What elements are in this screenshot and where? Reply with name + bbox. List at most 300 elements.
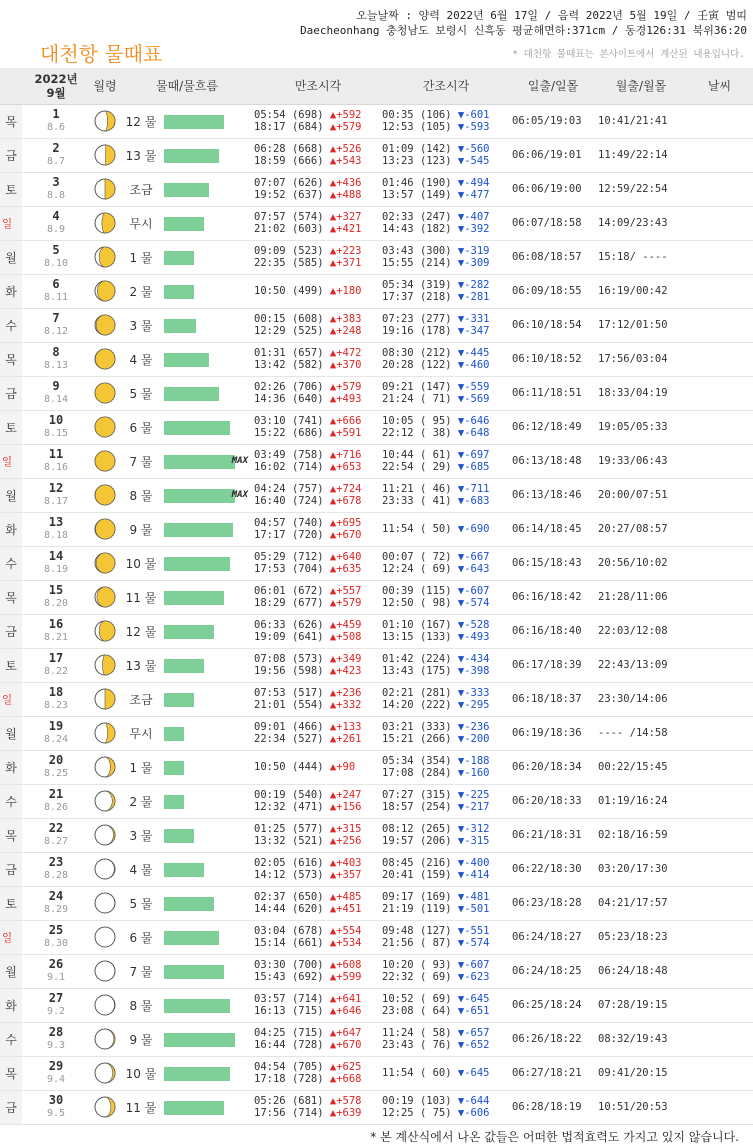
moonrise-moonset: 17:56/03:04 bbox=[596, 342, 686, 376]
weather-cell bbox=[686, 954, 753, 988]
weather-cell bbox=[686, 308, 753, 342]
flow-bar bbox=[164, 387, 219, 401]
header-moon: 월령 bbox=[90, 68, 120, 104]
low-tide-2: 17:08 (284) bbox=[382, 767, 458, 779]
high-tide-2-diff: ▲+670 bbox=[329, 529, 362, 541]
lunar-date: 8.12 bbox=[43, 326, 69, 337]
tide-name: 1 물 bbox=[120, 240, 162, 274]
low-tide-2: 13:15 (133) bbox=[382, 631, 458, 643]
flow-bar bbox=[164, 1033, 235, 1047]
tide-name: 조금 bbox=[120, 172, 162, 206]
low-tide-2: 12:24 ( 69) bbox=[382, 563, 458, 575]
high-tide-1-diff: ▲+716 bbox=[329, 449, 362, 461]
high-tide-1: 05:29 (712) bbox=[254, 551, 330, 563]
day-of-week: 화 bbox=[0, 750, 22, 784]
high-tide-2-diff: ▲+534 bbox=[329, 937, 362, 949]
moonrise-moonset: 09:41/20:15 bbox=[596, 1056, 686, 1090]
tide-table bbox=[0, 68, 753, 1125]
weather-cell bbox=[686, 648, 753, 682]
moonrise-moonset: 07:28/19:15 bbox=[596, 988, 686, 1022]
flow-bar bbox=[164, 829, 194, 843]
sunrise-sunset: 06:24/18:27 bbox=[510, 920, 596, 954]
high-tide-2-diff: ▲+371 bbox=[329, 257, 362, 269]
moon-cell bbox=[90, 478, 120, 512]
low-tide-1-diff: ▼-445 bbox=[457, 347, 490, 359]
moon-cell bbox=[90, 1090, 120, 1124]
sunrise-sunset: 06:11/18:51 bbox=[510, 376, 596, 410]
lunar-date: 9.1 bbox=[46, 972, 66, 983]
day-number: 7 bbox=[52, 311, 60, 325]
date-cell bbox=[22, 104, 90, 138]
table-row bbox=[0, 682, 753, 716]
tide-name: 5 물 bbox=[120, 376, 162, 410]
moon-phase-icon bbox=[93, 551, 117, 575]
moonrise-moonset: 20:27/08:57 bbox=[596, 512, 686, 546]
low-tide-1: 11:54 ( 60) bbox=[382, 1067, 458, 1079]
table-row bbox=[0, 954, 753, 988]
low-tide-2: 23:43 ( 76) bbox=[382, 1039, 458, 1051]
moon-phase-icon bbox=[93, 1061, 117, 1085]
low-tide-cell bbox=[382, 512, 510, 546]
sunrise-sunset: 06:20/18:34 bbox=[510, 750, 596, 784]
flow-bar bbox=[164, 285, 194, 299]
lunar-date: 9.4 bbox=[46, 1074, 66, 1085]
low-tide-cell bbox=[382, 818, 510, 852]
moonrise-moonset: 23:30/14:06 bbox=[596, 682, 686, 716]
low-tide-cell bbox=[382, 172, 510, 206]
tide-name: 4 물 bbox=[120, 342, 162, 376]
day-of-week: 일 bbox=[0, 920, 22, 954]
high-tide-1-diff: ▲+223 bbox=[329, 245, 362, 257]
flow-bar bbox=[164, 1067, 230, 1081]
high-tide-2: 13:42 (582) bbox=[254, 359, 330, 371]
low-tide-cell bbox=[382, 750, 510, 784]
high-tide-2: 12:29 (525) bbox=[254, 325, 330, 337]
header-high: 만조시각 bbox=[254, 68, 382, 104]
lunar-date: 8.7 bbox=[46, 156, 66, 167]
sunrise-sunset: 06:16/18:40 bbox=[510, 614, 596, 648]
header-info bbox=[300, 8, 747, 38]
flow-cell bbox=[162, 1022, 254, 1056]
table-row bbox=[0, 342, 753, 376]
lunar-date: 8.22 bbox=[43, 666, 69, 677]
high-tide-1: 07:53 (517) bbox=[254, 687, 330, 699]
lunar-date: 9.5 bbox=[46, 1108, 66, 1119]
day-of-week: 금 bbox=[0, 1090, 22, 1124]
low-tide-2: 17:37 (218) bbox=[382, 291, 458, 303]
moonrise-moonset: ---- /14:58 bbox=[596, 716, 686, 750]
max-label: MAX bbox=[231, 489, 249, 500]
lunar-date: 8.29 bbox=[43, 904, 69, 915]
table-row bbox=[0, 1022, 753, 1056]
lunar-date: 9.2 bbox=[46, 1006, 66, 1017]
low-tide-2: 15:21 (266) bbox=[382, 733, 458, 745]
low-tide-1: 10:05 ( 95) bbox=[382, 415, 458, 427]
flow-bar bbox=[164, 115, 224, 129]
sunrise-sunset: 06:08/18:57 bbox=[510, 240, 596, 274]
weather-cell bbox=[686, 546, 753, 580]
moon-cell bbox=[90, 580, 120, 614]
day-of-week: 일 bbox=[0, 682, 22, 716]
high-tide-1-diff: ▲+133 bbox=[329, 721, 362, 733]
moon-cell bbox=[90, 172, 120, 206]
day-number: 11 bbox=[48, 447, 64, 461]
low-tide-1-diff: ▼-607 bbox=[457, 585, 490, 597]
table-row bbox=[0, 410, 753, 444]
day-number: 15 bbox=[48, 583, 64, 597]
header-year: 2022년 bbox=[34, 71, 78, 86]
moonrise-moonset: 18:33/04:19 bbox=[596, 376, 686, 410]
day-of-week: 목 bbox=[0, 342, 22, 376]
moon-cell bbox=[90, 104, 120, 138]
moonrise-moonset: 21:28/11:06 bbox=[596, 580, 686, 614]
flow-bar bbox=[164, 965, 224, 979]
table-row bbox=[0, 478, 753, 512]
disclaimer: * 본 계산식에서 나온 값들은 어떠한 법적효력도 가지고 있지 않습니다. bbox=[370, 1130, 739, 1144]
low-tide-1: 01:10 (167) bbox=[382, 619, 458, 631]
header-month: 9월 bbox=[46, 85, 66, 100]
moon-cell bbox=[90, 648, 120, 682]
low-tide-cell bbox=[382, 614, 510, 648]
flow-cell bbox=[162, 546, 254, 580]
high-tide-cell bbox=[254, 784, 382, 818]
table-row bbox=[0, 784, 753, 818]
high-tide-2: 17:56 (714) bbox=[254, 1107, 330, 1119]
moonrise-moonset: 04:21/17:57 bbox=[596, 886, 686, 920]
high-tide-1: 07:57 (574) bbox=[254, 211, 330, 223]
low-tide-cell bbox=[382, 104, 510, 138]
low-tide-1-diff: ▼-601 bbox=[457, 109, 490, 121]
low-tide-cell bbox=[382, 274, 510, 308]
low-tide-1-diff: ▼-312 bbox=[457, 823, 490, 835]
moonrise-moonset: 19:05/05:33 bbox=[596, 410, 686, 444]
flow-cell bbox=[162, 954, 254, 988]
flow-bar bbox=[164, 183, 209, 197]
flow-bar bbox=[164, 455, 235, 469]
moon-phase-icon bbox=[93, 449, 117, 473]
date-cell bbox=[22, 818, 90, 852]
date-cell bbox=[22, 784, 90, 818]
low-tide-1-diff: ▼-560 bbox=[457, 143, 490, 155]
high-tide-2: 17:17 (720) bbox=[254, 529, 330, 541]
date-cell bbox=[22, 308, 90, 342]
sunrise-sunset: 06:26/18:22 bbox=[510, 1022, 596, 1056]
flow-cell bbox=[162, 138, 254, 172]
lunar-date: 8.25 bbox=[43, 768, 69, 779]
low-tide-1: 01:46 (190) bbox=[382, 177, 458, 189]
high-tide-1: 01:25 (577) bbox=[254, 823, 330, 835]
day-number: 3 bbox=[52, 175, 60, 189]
high-tide-2-diff: ▲+639 bbox=[329, 1107, 362, 1119]
table-row bbox=[0, 580, 753, 614]
high-tide-cell bbox=[254, 1056, 382, 1090]
high-tide-1-diff: ▲+403 bbox=[329, 857, 362, 869]
moonrise-moonset: 03:20/17:30 bbox=[596, 852, 686, 886]
moon-phase-icon bbox=[93, 381, 117, 405]
low-tide-1-diff: ▼-667 bbox=[457, 551, 490, 563]
low-tide-2: 20:41 (159) bbox=[382, 869, 458, 881]
high-tide-2: 21:02 (603) bbox=[254, 223, 330, 235]
low-tide-2: 22:12 ( 38) bbox=[382, 427, 458, 439]
sunrise-sunset: 06:18/18:37 bbox=[510, 682, 596, 716]
day-of-week: 수 bbox=[0, 308, 22, 342]
weather-cell bbox=[686, 580, 753, 614]
lunar-date: 8.13 bbox=[43, 360, 69, 371]
low-tide-1-diff: ▼-494 bbox=[457, 177, 490, 189]
weather-cell bbox=[686, 240, 753, 274]
low-tide-2: 19:16 (178) bbox=[382, 325, 458, 337]
flow-cell bbox=[162, 104, 254, 138]
high-tide-2: 21:01 (554) bbox=[254, 699, 330, 711]
low-tide-1: 09:21 (147) bbox=[382, 381, 458, 393]
moon-phase-icon bbox=[93, 959, 117, 983]
high-tide-2: 17:53 (704) bbox=[254, 563, 330, 575]
weather-cell bbox=[686, 784, 753, 818]
low-tide-2: 14:43 (182) bbox=[382, 223, 458, 235]
weather-cell bbox=[686, 818, 753, 852]
page-title: 대천항 물때표 bbox=[40, 42, 163, 66]
high-tide-cell bbox=[254, 172, 382, 206]
tide-name: 2 물 bbox=[120, 784, 162, 818]
high-tide-2: 22:35 (585) bbox=[254, 257, 330, 269]
moon-cell bbox=[90, 444, 120, 478]
high-tide-1: 00:19 (540) bbox=[254, 789, 330, 801]
weather-cell bbox=[686, 1022, 753, 1056]
day-of-week: 금 bbox=[0, 376, 22, 410]
calculation-note: * 대천항 물때표는 본사이트에서 계산된 내용입니다. bbox=[512, 49, 745, 60]
weather-cell bbox=[686, 614, 753, 648]
flow-cell bbox=[162, 376, 254, 410]
low-tide-cell bbox=[382, 682, 510, 716]
sunrise-sunset: 06:22/18:30 bbox=[510, 852, 596, 886]
moon-cell bbox=[90, 988, 120, 1022]
lunar-date: 8.23 bbox=[43, 700, 69, 711]
low-tide-1: 02:21 (281) bbox=[382, 687, 458, 699]
low-tide-2-diff: ▼-295 bbox=[457, 699, 490, 711]
high-tide-cell bbox=[254, 648, 382, 682]
table-body bbox=[0, 104, 753, 1124]
tide-name: 2 물 bbox=[120, 274, 162, 308]
high-tide-1: 02:37 (650) bbox=[254, 891, 330, 903]
low-tide-2: 14:20 (222) bbox=[382, 699, 458, 711]
low-tide-1: 11:54 ( 50) bbox=[382, 523, 458, 535]
high-tide-2-diff: ▲+370 bbox=[329, 359, 362, 371]
moon-phase-icon bbox=[93, 687, 117, 711]
tide-name: 3 물 bbox=[120, 818, 162, 852]
high-tide-2: 13:32 (521) bbox=[254, 835, 330, 847]
moon-cell bbox=[90, 376, 120, 410]
day-of-week: 일 bbox=[0, 206, 22, 240]
low-tide-2: 23:33 ( 41) bbox=[382, 495, 458, 507]
low-tide-2-diff: ▼-160 bbox=[457, 767, 490, 779]
day-number: 19 bbox=[48, 719, 64, 733]
sunrise-sunset: 06:17/18:39 bbox=[510, 648, 596, 682]
day-number: 14 bbox=[48, 549, 64, 563]
low-tide-1-diff: ▼-559 bbox=[457, 381, 490, 393]
tide-name: 무시 bbox=[120, 206, 162, 240]
high-tide-1-diff: ▲+608 bbox=[329, 959, 362, 971]
high-tide-2-diff: ▲+451 bbox=[329, 903, 362, 915]
high-tide-cell bbox=[254, 1022, 382, 1056]
low-tide-1: 00:35 (106) bbox=[382, 109, 458, 121]
moon-phase-icon bbox=[93, 755, 117, 779]
low-tide-2-diff: ▼-623 bbox=[457, 971, 490, 983]
high-tide-1-diff: ▲+485 bbox=[329, 891, 362, 903]
flow-bar bbox=[164, 149, 219, 163]
day-of-week: 목 bbox=[0, 1056, 22, 1090]
moonrise-moonset: 01:19/16:24 bbox=[596, 784, 686, 818]
day-of-week: 토 bbox=[0, 172, 22, 206]
high-tide-1-diff: ▲+526 bbox=[329, 143, 362, 155]
sunrise-sunset: 06:12/18:49 bbox=[510, 410, 596, 444]
table-row bbox=[0, 274, 753, 308]
moon-cell bbox=[90, 240, 120, 274]
moon-phase-icon bbox=[93, 245, 117, 269]
lunar-date: 8.24 bbox=[43, 734, 69, 745]
day-of-week: 목 bbox=[0, 104, 22, 138]
header-sun: 일출/일몰 bbox=[510, 68, 596, 104]
low-tide-1-diff: ▼-607 bbox=[457, 959, 490, 971]
high-tide-2: 16:02 (714) bbox=[254, 461, 330, 473]
low-tide-2-diff: ▼-309 bbox=[457, 257, 490, 269]
high-tide-2: 12:32 (471) bbox=[254, 801, 330, 813]
low-tide-cell bbox=[382, 988, 510, 1022]
high-tide-1-diff: ▲+247 bbox=[329, 789, 362, 801]
high-tide-1: 09:01 (466) bbox=[254, 721, 330, 733]
high-tide-1: 09:09 (523) bbox=[254, 245, 330, 257]
low-tide-cell bbox=[382, 1022, 510, 1056]
flow-cell bbox=[162, 920, 254, 954]
moonrise-moonset: 22:03/12:08 bbox=[596, 614, 686, 648]
table-row bbox=[0, 1090, 753, 1124]
day-of-week: 토 bbox=[0, 410, 22, 444]
high-tide-2: 22:34 (527) bbox=[254, 733, 330, 745]
flow-bar bbox=[164, 625, 214, 639]
low-tide-1: 00:39 (115) bbox=[382, 585, 458, 597]
low-tide-2-diff: ▼-545 bbox=[457, 155, 490, 167]
high-tide-2-diff: ▲+678 bbox=[329, 495, 362, 507]
sunrise-sunset: 06:06/19:01 bbox=[510, 138, 596, 172]
tide-name: 조금 bbox=[120, 682, 162, 716]
moon-phase-icon bbox=[93, 585, 117, 609]
high-tide-cell bbox=[254, 886, 382, 920]
low-tide-cell bbox=[382, 376, 510, 410]
low-tide-1-diff: ▼-282 bbox=[457, 279, 490, 291]
flow-bar bbox=[164, 931, 219, 945]
tide-name: 4 물 bbox=[120, 852, 162, 886]
date-cell bbox=[22, 444, 90, 478]
low-tide-2-diff: ▼-398 bbox=[457, 665, 490, 677]
flow-bar bbox=[164, 999, 230, 1013]
low-tide-1: 10:44 ( 61) bbox=[382, 449, 458, 461]
moon-cell bbox=[90, 784, 120, 818]
day-of-week: 화 bbox=[0, 512, 22, 546]
low-tide-1: 07:23 (277) bbox=[382, 313, 458, 325]
flow-cell bbox=[162, 444, 254, 478]
low-tide-1-diff: ▼-711 bbox=[457, 483, 490, 495]
low-tide-1-diff: ▼-236 bbox=[457, 721, 490, 733]
high-tide-2-diff: ▲+668 bbox=[329, 1073, 362, 1085]
day-of-week: 수 bbox=[0, 1022, 22, 1056]
low-tide-2-diff: ▼-651 bbox=[457, 1005, 490, 1017]
header-dow bbox=[0, 68, 22, 104]
low-tide-2: 23:08 ( 64) bbox=[382, 1005, 458, 1017]
low-tide-cell bbox=[382, 920, 510, 954]
moonrise-moonset: 10:41/21:41 bbox=[596, 104, 686, 138]
high-tide-2-diff: ▲+599 bbox=[329, 971, 362, 983]
moon-cell bbox=[90, 512, 120, 546]
high-tide-2-diff: ▲+156 bbox=[329, 801, 362, 813]
day-of-week: 금 bbox=[0, 852, 22, 886]
low-tide-2: 20:28 (122) bbox=[382, 359, 458, 371]
moon-phase-icon bbox=[93, 721, 117, 745]
moon-phase-icon bbox=[93, 1027, 117, 1051]
weather-cell bbox=[686, 172, 753, 206]
low-tide-2-diff: ▼-501 bbox=[457, 903, 490, 915]
low-tide-cell bbox=[382, 478, 510, 512]
moonrise-moonset: 16:19/00:42 bbox=[596, 274, 686, 308]
high-tide-1: 06:01 (672) bbox=[254, 585, 330, 597]
low-tide-2: 15:55 (214) bbox=[382, 257, 458, 269]
high-tide-1: 03:49 (758) bbox=[254, 449, 330, 461]
low-tide-cell bbox=[382, 240, 510, 274]
tide-name: 7 물 bbox=[120, 444, 162, 478]
low-tide-2-diff: ▼-493 bbox=[457, 631, 490, 643]
weather-cell bbox=[686, 852, 753, 886]
low-tide-1: 08:30 (212) bbox=[382, 347, 458, 359]
day-number: 22 bbox=[48, 821, 64, 835]
header-weather: 날씨 bbox=[686, 68, 753, 104]
moon-phase-icon bbox=[93, 857, 117, 881]
low-tide-1-diff: ▼-645 bbox=[457, 1067, 490, 1079]
max-label: MAX bbox=[231, 455, 249, 466]
lunar-date: 8.6 bbox=[46, 122, 66, 133]
high-tide-cell bbox=[254, 750, 382, 784]
moonrise-moonset: 05:23/18:23 bbox=[596, 920, 686, 954]
low-tide-2-diff: ▼-217 bbox=[457, 801, 490, 813]
date-cell bbox=[22, 342, 90, 376]
low-tide-2: 22:54 ( 29) bbox=[382, 461, 458, 473]
flow-cell bbox=[162, 274, 254, 308]
date-cell bbox=[22, 750, 90, 784]
low-tide-1: 01:42 (224) bbox=[382, 653, 458, 665]
lunar-date: 8.17 bbox=[43, 496, 69, 507]
lunar-date: 8.21 bbox=[43, 632, 69, 643]
low-tide-1-diff: ▼-528 bbox=[457, 619, 490, 631]
high-tide-cell bbox=[254, 512, 382, 546]
lunar-date: 8.14 bbox=[43, 394, 69, 405]
sunrise-sunset: 06:10/18:54 bbox=[510, 308, 596, 342]
high-tide-2-diff: ▲+508 bbox=[329, 631, 362, 643]
flow-cell bbox=[162, 784, 254, 818]
low-tide-2-diff: ▼-347 bbox=[457, 325, 490, 337]
table-row bbox=[0, 818, 753, 852]
low-tide-2-diff: ▼-648 bbox=[457, 427, 490, 439]
table-row bbox=[0, 716, 753, 750]
high-tide-2: 18:17 (684) bbox=[254, 121, 330, 133]
moon-phase-icon bbox=[93, 143, 117, 167]
low-tide-cell bbox=[382, 886, 510, 920]
weather-cell bbox=[686, 512, 753, 546]
high-tide-2: 17:18 (728) bbox=[254, 1073, 330, 1085]
date-cell bbox=[22, 410, 90, 444]
date-cell bbox=[22, 886, 90, 920]
low-tide-cell bbox=[382, 1090, 510, 1124]
sunrise-sunset: 06:14/18:45 bbox=[510, 512, 596, 546]
low-tide-1-diff: ▼-644 bbox=[457, 1095, 490, 1107]
high-tide-cell bbox=[254, 716, 382, 750]
moon-cell bbox=[90, 886, 120, 920]
